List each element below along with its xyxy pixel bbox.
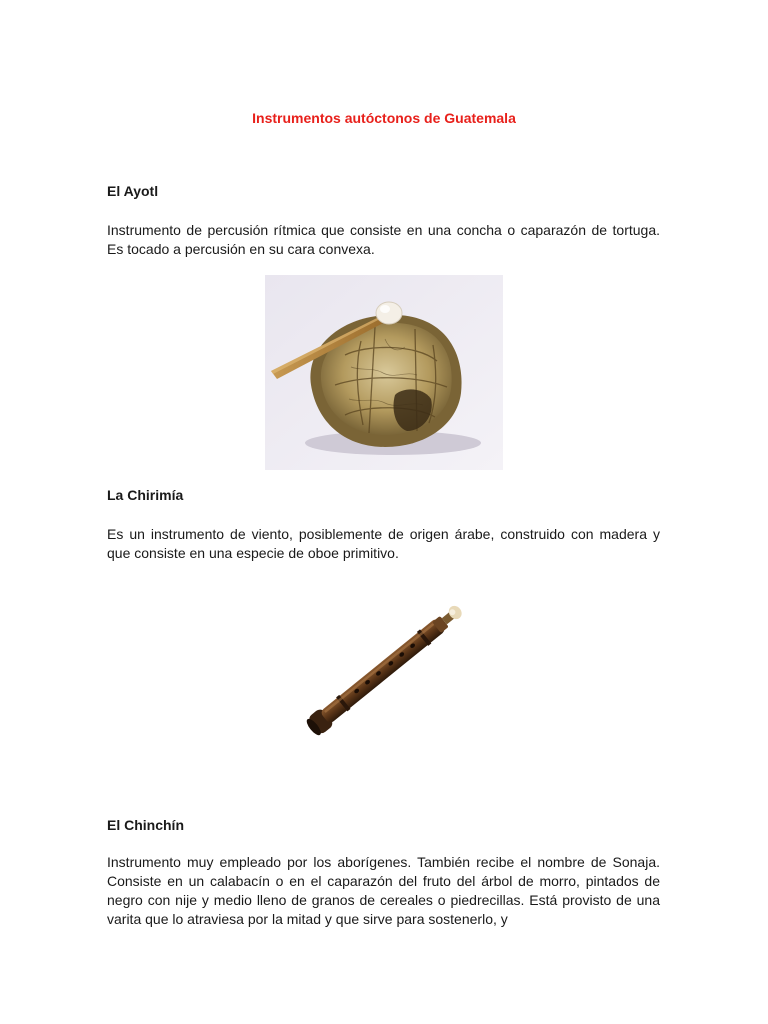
- turtle-shell-drum-image: [265, 275, 503, 470]
- chirimia-flute-image: [300, 600, 472, 742]
- section-text-chirimia: Es un instrumento de viento, posiblemente de origen árabe, construido con madera y que consiste en una especie de oboe primitivo.: [107, 526, 660, 561]
- chirimia-flute-illustration: [300, 600, 472, 742]
- page-title: Instrumentos autóctonos de Guatemala: [252, 110, 516, 126]
- section-heading-chirimia: La Chirimía: [107, 487, 184, 503]
- section-text-ayotl: Instrumento de percusión rítmica que consiste en una concha o caparazón de tortuga. Es tocado a percusión en su cara convexa.: [107, 222, 660, 257]
- section-text-chinchin: Instrumento muy empleado por los aborígenes. También recibe el nombre de Sonaja. Consiste en un calabacín o en el caparazón del fruto del árbol de morro, pintados de negro con nije y medio lleno de granos de cereales o piedrecillas. Está provisto de una varita que lo atraviesa por la mitad y que sirve para sostenerlo, y: [107, 854, 660, 927]
- section-heading-chinchin: El Chinchín: [107, 817, 184, 833]
- section-heading-ayotl: El Ayotl: [107, 183, 159, 199]
- turtle-shell-drum-illustration: [265, 275, 503, 470]
